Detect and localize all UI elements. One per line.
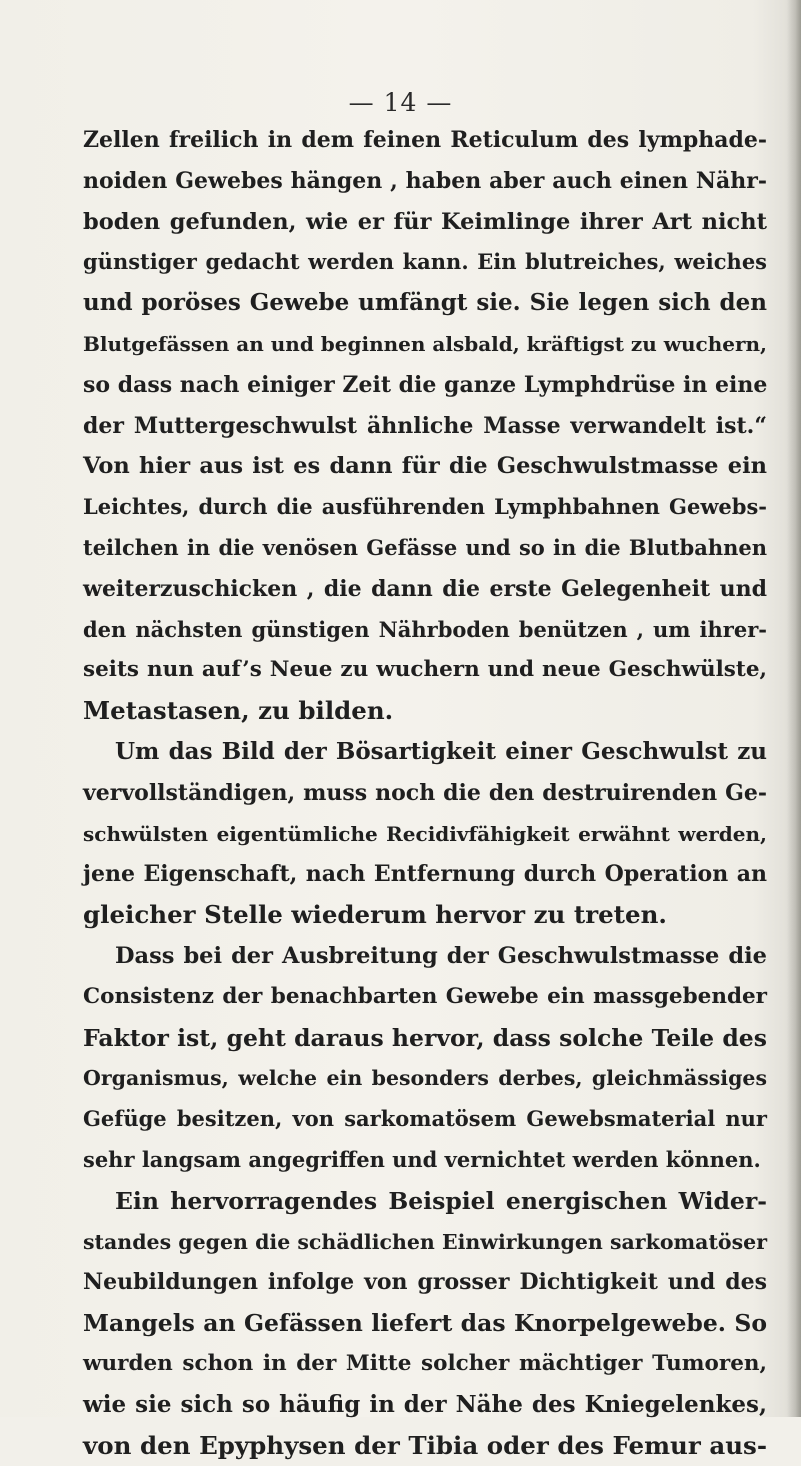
text-line: Um das Bild der Bösartigkeit einer Geschwulst zu: [83, 732, 767, 773]
text-line: Neubildungen infolge von grosser Dichtigkeit und des: [83, 1262, 767, 1303]
text-line: Organismus, welche ein besonders derbes, gleichmässiges: [83, 1058, 767, 1099]
text-line: sehr langsam angegriffen und vernichtet werden können.: [83, 1140, 767, 1181]
body-text: [83, 120, 767, 1466]
text-line: seits nun auf’s Neue zu wuchern und neue Geschwülste,: [83, 650, 767, 691]
text-line: Zellen freilich in dem feinen Reticulum des lymphade-: [83, 120, 767, 161]
text-line: schwülsten eigentümliche Recidivfähigkeit erwähnt werden,: [83, 814, 767, 855]
page-edge-shadow: [787, 0, 801, 1417]
text-line: Metastasen, zu bilden.: [83, 691, 767, 732]
text-line: Consistenz der benachbarten Gewebe ein massgebender: [83, 977, 767, 1018]
text-line: jene Eigenschaft, nach Entfernung durch Operation an: [83, 854, 767, 895]
text-line: der Muttergeschwulst ähnliche Masse verwandelt ist.“: [83, 406, 767, 447]
text-line: günstiger gedacht werden kann. Ein blutreiches, weiches: [83, 242, 767, 283]
text-line: teilchen in die venösen Gefässe und so in die Blutbahnen: [83, 528, 767, 569]
text-line: Blutgefässen an und beginnen alsbald, kräftigst zu wuchern,: [83, 324, 767, 365]
text-line: Gefüge besitzen, von sarkomatösem Gewebsmaterial nur: [83, 1099, 767, 1140]
text-line: und poröses Gewebe umfängt sie. Sie legen sich den: [83, 283, 767, 324]
text-line: gleicher Stelle wiederum hervor zu treten.: [83, 895, 767, 936]
text-line: Mangels an Gefässen liefert das Knorpelgewebe. So: [83, 1303, 767, 1344]
text-line: Von hier aus ist es dann für die Geschwulstmasse ein: [83, 446, 767, 487]
text-line: Ein hervorragendes Beispiel energischen Wider-: [83, 1181, 767, 1222]
text-line: wurden schon in der Mitte solcher mächtiger Tumoren,: [83, 1344, 767, 1385]
text-line: von den Epyphysen der Tibia oder des Femur aus-: [83, 1426, 767, 1466]
text-line: wie sie sich so häufig in der Nähe des Kniegelenkes,: [83, 1385, 767, 1426]
text-line: so dass nach einiger Zeit die ganze Lymphdrüse in eine: [83, 365, 767, 406]
text-line: noiden Gewebes hängen , haben aber auch einen Nähr-: [83, 161, 767, 202]
text-line: boden gefunden, wie er für Keimlinge ihrer Art nicht: [83, 202, 767, 243]
text-line: Leichtes, durch die ausführenden Lymphbahnen Gewebs-: [83, 487, 767, 528]
page-number: — 14 —: [0, 88, 801, 117]
text-line: weiterzuschicken , die dann die erste Gelegenheit und: [83, 569, 767, 610]
text-line: den nächsten günstigen Nährboden benützen , um ihrer-: [83, 610, 767, 651]
text-line: Dass bei der Ausbreitung der Geschwulstmasse die: [83, 936, 767, 977]
text-line: standes gegen die schädlichen Einwirkungen sarkomatöser: [83, 1222, 767, 1263]
text-line: vervollständigen, muss noch die den destruirenden Ge-: [83, 773, 767, 814]
text-line: Faktor ist, geht daraus hervor, dass solche Teile des: [83, 1018, 767, 1059]
